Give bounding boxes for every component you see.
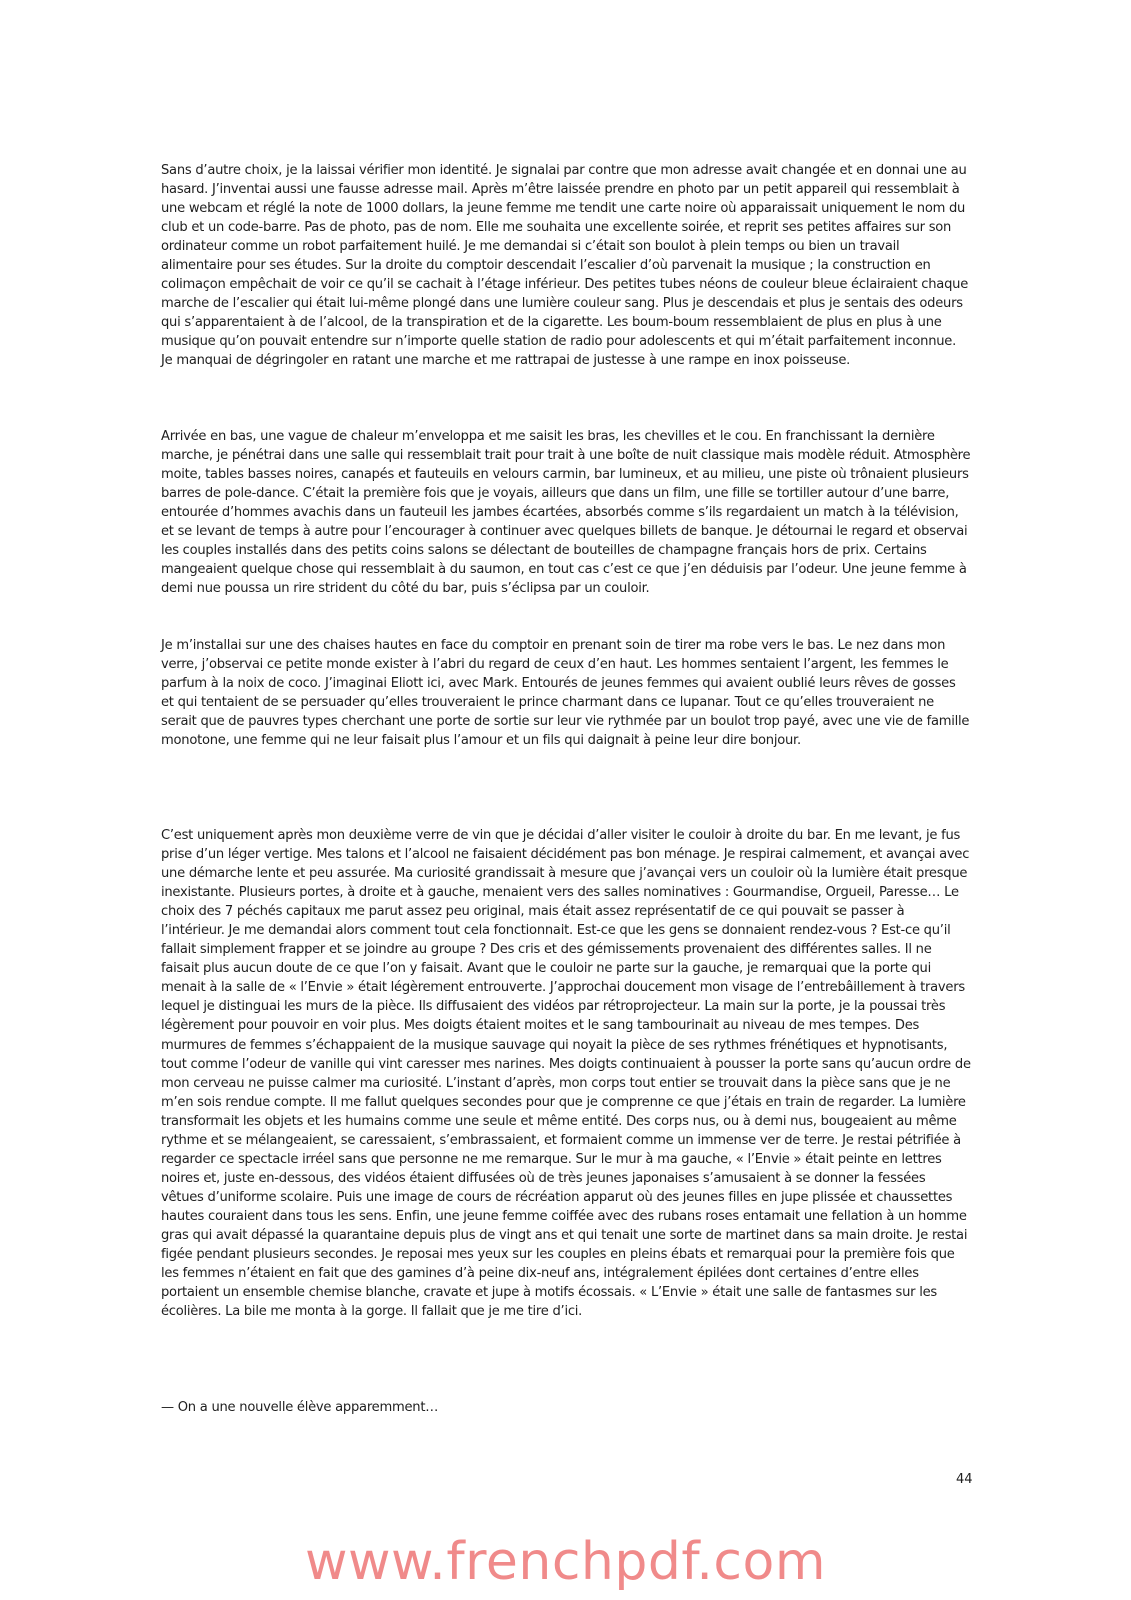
paragraph-4: C’est uniquement après mon deuxième verre de vin que je décidai d’aller visiter le couloir à droite du bar. En me levant, je fus prise d’un léger vertige. Mes talons et l’alcool ne faisaient décidément pas bon ménage. Je respirai calmement, et avançai avec une démarche lente et peu assurée. Ma curiosité grandissait à mesure que j’avançai vers un couloir où la lumière était presque inexistante. Plusieurs portes, à droite et à gauche, menaient vers des salles nominatives : Gourmandise, Orgueil, Paresse… Le choix des 7 péchés capitaux me parut assez peu original, mais était assez représentatif de ce qui pouvait se passer à l’intérieur. Je me demandai alors comment tout cela fonctionnait. Est-ce que les gens se donnaient rendez-vous ? Est-ce qu’il fallait simplement frapper et se joindre au groupe ? Des cris et des gémissements provenaient des différentes salles. Il ne faisait plus aucun doute de ce que l’on y faisait. Avant que le couloir ne parte sur la gauche, je remarquai que la porte qui menait à la salle de « l’Envie » était légèrement entrouverte. J’approchai doucement mon visage de l’entrebâillement à travers lequel je distinguai les murs de la pièce. Ils diffusaient des vidéos par rétroprojecteur. La main sur la porte, je la poussai très légèrement pour pouvoir en voir plus. Mes doigts étaient moites et le sang tambourinait au niveau de mes tempes. Des murmures de femmes s’échappaient de la musique sauvage qui noyait la pièce de ses rythmes frénétiques et hypnotisants, tout comme l’odeur de vanille qui vint caresser mes narines. Mes doigts continuaient à pousser la porte sans qu’aucun ordre de mon cerveau ne puisse calmer ma curiosité. L’instant d’après, mon corps tout entier se trouvait dans la pièce sans que je ne m’en sois rendue compte. Il me fallut quelques secondes pour que je comprenne ce que j’étais en train de regarder. La lumière transformait les objets et les humains comme une seule et même entité. Des corps nus, ou à demi nus, bougeaient au même rythme et se mélangeaient, se caressaient, s’embrassaient, et formaient comme un immense ver de terre. Je restai pétrifiée à regarder ce spectacle irréel sans que personne ne me remarque. Sur le mur à ma gauche, « l’Envie » était peinte en lettres noires et, juste en-dessous, des vidéos étaient diffusées où de très jeunes japonaises s’amusaient à se donner la fessées vêtues d’uniforme scolaire. Puis une image de cours de récréation apparut où des jeunes filles en jupe plissée et chaussettes hautes couraient dans tous les sens. Enfin, une jeune femme coiffée avec des rubans roses entamait une fellation à un homme gras qui avait dépassé la quarantaine depuis plus de vingt ans et qui tenait une sorte de martinet dans sa main droite. Je restai figée pendant plusieurs secondes. Je reposai mes yeux sur les couples en pleins ébats et remarquai pour la première fois que les femmes n’étaient en fait que des gamines d’à peine dix-neuf ans, intégralement épilées dont certaines d’entre elles portaient un ensemble chemise blanche, cravate et jupe à motifs écossais. « L’Envie » était une salle de fantasmes sur les écolières. La bile me monta à la gorge. Il fallait que je me tire d’ici. xyxy=(161,828,971,1320)
paragraph-3: Je m’installai sur une des chaises hautes en face du comptoir en prenant soin de tirer ma robe vers le bas. Le nez dans mon verre, j’observai ce petite monde exister à l’abri du regard de ceux d’en haut. Les hommes sentaient l’argent, les femmes le parfum à la noix de coco. J’imaginai Eliott ici, avec Mark. Entourés de jeunes femmes qui avaient oublié leurs rêves de gosses et qui tentaient de se persuader qu’elles trouveraient le prince charmant dans ce lupanar. Tout ce qu’elles trouveraient ne serait que de pauvres types cherchant une porte de sortie sur leur vie rythmée par un boulot trop payé, avec une vie de famille monotone, une femme qui ne leur faisait plus l’amour et un fils qui daignait à peine leur dire bonjour. xyxy=(161,638,970,749)
watermark-link-text: www.frenchpdf.com xyxy=(304,1532,826,1592)
paragraph-2: Arrivée en bas, une vague de chaleur m’enveloppa et me saisit les bras, les chevilles et le cou. En franchissant la dernière marche, je pénétrai dans une salle qui ressemblait trait pour trait à une boîte de nuit classique mais modèle réduit. Atmosphère moite, tables basses noires, canapés et fauteuils en velours carmin, bar lumineux, et au milieu, une piste où trônaient plusieurs barres de pole-dance. C’était la première fois que je voyais, ailleurs que dans un film, une fille se tortiller autour d’une barre, entourée d’hommes avachis dans un fauteuil les jambes écartées, absorbés comme s’ils regardaient un match à la télévision, et se levant de temps à autre pour l’encourager à continuer avec quelques billets de banque. Je détournai le regard et observai les couples installés dans des petits coins salons se délectant de bouteilles de champagne français hors de prix. Certains mangeaient quelque chose qui ressemblait à du saumon, en tout cas c’est ce que j’en déduisis par l’odeur. Une jeune femme à demi nue poussa un rire strident du côté du bar, puis s’éclipsa par un couloir. xyxy=(161,429,971,597)
page-number: 44 xyxy=(956,1472,973,1487)
paragraph-1: Sans d’autre choix, je la laissai vérifier mon identité. Je signalai par contre que mon adresse avait changée et en donnai une au hasard. J’inventai aussi une fausse adresse mail. Après m’être laissée prendre en photo par un petit appareil qui ressemblait à une webcam et réglé la note de 1000 dollars, la jeune femme me tendit une carte noire où apparaissait uniquement le nom du club et un code-barre. Pas de photo, pas de nom. Elle me souhaita une excellente soirée, et reprit ses petites affaires sur son ordinateur comme un robot parfaitement huilé. Je me demandai si c’était son boulot à plein temps ou bien un travail alimentaire pour ses études. Sur la droite du comptoir descendait l’escalier d’où parvenait la musique ; la construction en colimaçon empêchait de voir ce qu’il se cachait à l’étage inférieur. Des petites tubes néons de couleur bleue éclairaient chaque marche de l’escalier qui était lui-même plongé dans une lumière couleur sang. Plus je descendais et plus je sentais des odeurs qui s’apparentaient à de l’alcool, de la transpiration et de la cigarette. Les boum-boum ressemblaient de plus en plus à une musique qu’on pouvait entendre sur n’importe quelle station de radio pour adolescents et qui m’était parfaitement inconnue. Je manquai de dégringoler en ratant une marche et me rattrapai de justesse à une rampe en inox poisseuse. xyxy=(161,163,968,369)
paragraph-5-dialogue: — On a une nouvelle élève apparemment… xyxy=(161,1400,439,1415)
